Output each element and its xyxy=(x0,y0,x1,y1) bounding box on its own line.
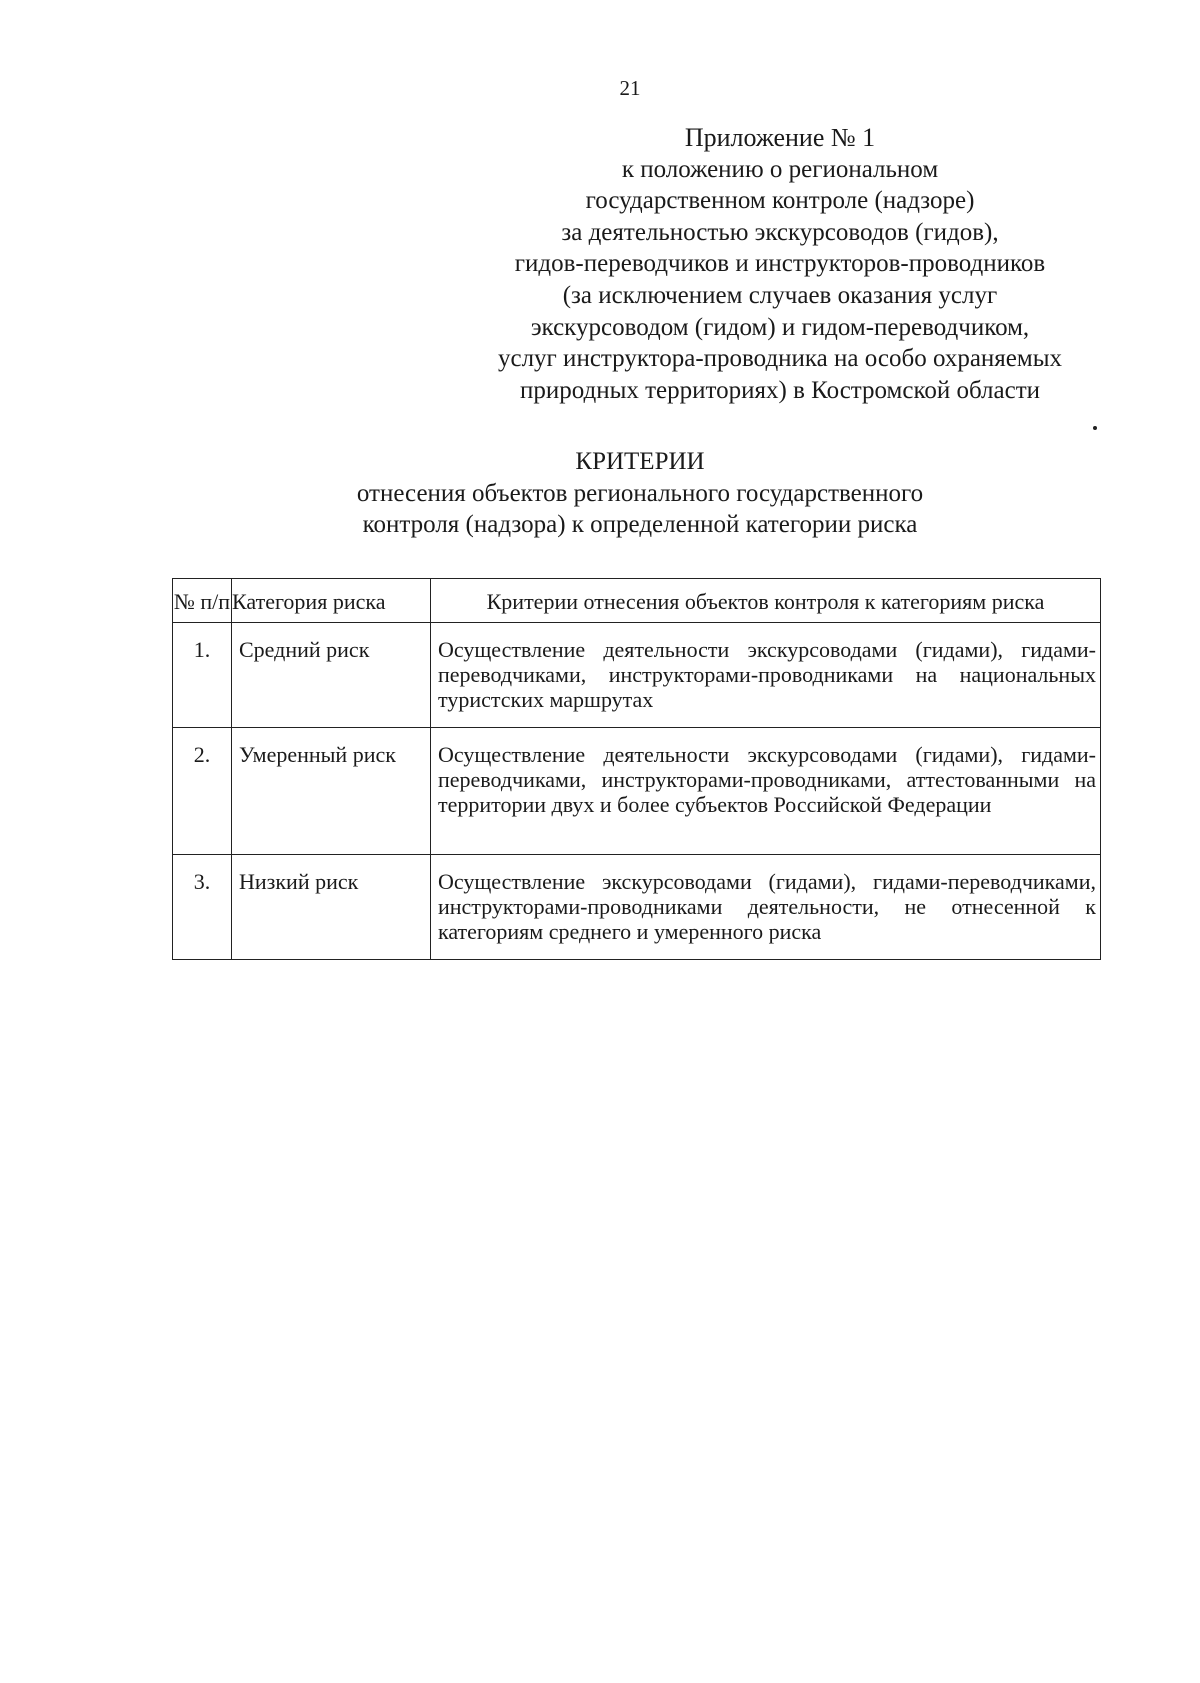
appendix-line: за деятельностью экскурсоводов (гидов), xyxy=(561,218,999,246)
criteria-subtitle-line: отнесения объектов регионального государственного xyxy=(356,479,924,507)
appendix-line: (за исключением случаев оказания услуг xyxy=(562,281,998,309)
row-num: 3. xyxy=(173,855,232,960)
row-criteria: Осуществление деятельности экскурсоводами (гидами), гидами-переводчиками, инструкторами-проводниками, аттестованными на территории двух и более субъектов Российской Федерации xyxy=(431,728,1101,855)
page-number: 21 xyxy=(619,76,641,100)
table-row xyxy=(173,855,1101,960)
appendix-line: к положению о региональном xyxy=(621,155,939,183)
appendix-title: Приложение № 1 xyxy=(684,123,876,152)
row-num: 2. xyxy=(173,728,232,855)
table-row xyxy=(173,728,1101,855)
scan-dot xyxy=(1093,426,1097,430)
row-num: 1. xyxy=(173,623,232,728)
header-num: № п/п xyxy=(173,579,232,623)
row-category: Умеренный риск xyxy=(232,728,431,855)
appendix-line: гидов-переводчиков и инструкторов-проводников xyxy=(514,250,1046,278)
appendix-line: экскурсоводом (гидом) и гидом-переводчиком, xyxy=(530,313,1030,341)
appendix-line: природных территориях) в Костромской области xyxy=(519,376,1041,404)
row-criteria: Осуществление деятельности экскурсоводами (гидами), гидами-переводчиками, инструкторами-проводниками на национальных туристских маршрутах xyxy=(431,623,1101,728)
criteria-subtitle-line: контроля (надзора) к определенной категории риска xyxy=(362,511,918,538)
appendix-line: услуг инструктора-проводника на особо охраняемых xyxy=(497,345,1063,373)
risk-criteria-table xyxy=(172,578,1101,960)
row-criteria: Осуществление экскурсоводами (гидами), гидами-переводчиками, инструкторами-проводниками деятельности, не отнесенной к категориям среднего и умеренного риска xyxy=(431,855,1101,960)
header-criteria: Критерии отнесения объектов контроля к категориям риска xyxy=(431,579,1101,623)
appendix-header xyxy=(440,122,1120,406)
criteria-title: КРИТЕРИИ xyxy=(575,448,705,475)
table-row xyxy=(173,623,1101,728)
row-category: Низкий риск xyxy=(232,855,431,960)
table-header-row xyxy=(173,579,1101,623)
header-category: Категория риска xyxy=(232,579,431,623)
row-category: Средний риск xyxy=(232,623,431,728)
criteria-heading xyxy=(270,446,1010,541)
appendix-line: государственном контроле (надзоре) xyxy=(585,187,975,215)
